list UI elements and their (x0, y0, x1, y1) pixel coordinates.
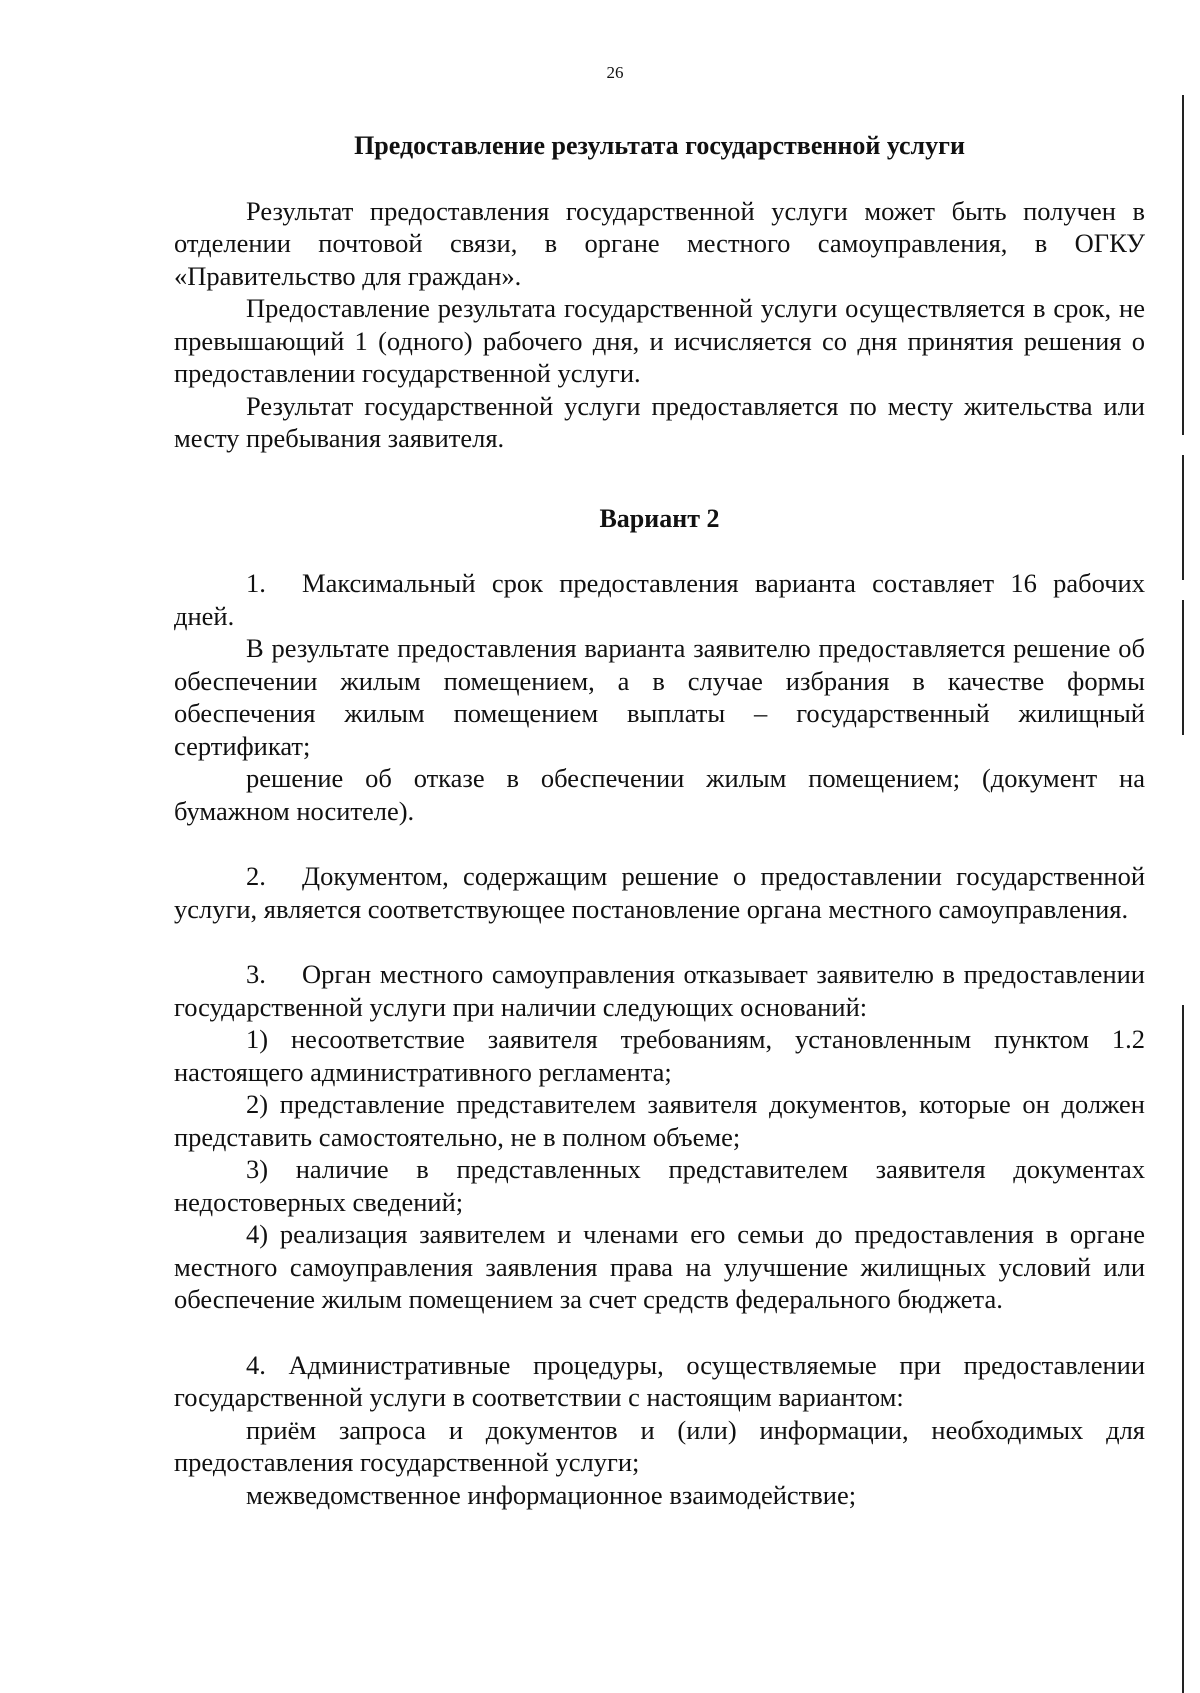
paragraph: 2) представление представителем заявителя документов, которые он должен представить самостоятельно, не в полном объеме; (174, 1089, 1145, 1152)
document-body (174, 130, 1145, 1511)
item-text: Максимальный срок предоставления варианта составляет 16 рабочих дней. (174, 568, 1145, 631)
paragraph: 4) реализация заявителем и членами его семьи до предоставления в органе местного самоуправления заявления права на улучшение жилищных условий или обеспечение жилым помещением за счет средств федерального бюджета. (174, 1219, 1145, 1314)
paragraph: Предоставление результата государственной услуги осуществляется в срок, не превышающий 1 (одного) рабочего дня, и исчисляется со дня принятия решения о предоставлении государственной услуги. (174, 293, 1145, 388)
item-number: 3. (246, 959, 266, 989)
section-heading: Предоставление результата государственной услуги (354, 131, 965, 160)
margin-line (1182, 95, 1184, 435)
paragraph: Результат государственной услуги предоставляется по месту жительства или месту пребывания заявителя. (174, 390, 1145, 453)
item-text: Документом, содержащим решение о предоставлении государственной услуги, является соответствующее постановление органа местного самоуправления. (174, 861, 1145, 924)
paragraph: 1) несоответствие заявителя требованиям, установленным пунктом 1.2 настоящего административного регламента; (174, 1024, 1145, 1087)
list-item (174, 860, 1145, 925)
margin-line (1182, 455, 1184, 580)
item-text: Орган местного самоуправления отказывает заявителю в предоставлении государственной услуги при наличии следующих оснований: (174, 959, 1145, 1022)
list-item (174, 567, 1145, 632)
paragraph: межведомственное информационное взаимодействие; (246, 1479, 857, 1510)
item-number: 1. (246, 568, 266, 598)
paragraph: В результате предоставления варианта заявителю предоставляется решение об обеспечении жилым помещением, а в случае избрания в качестве формы обеспечения жилым помещением выплаты – государственный жилищный сертификат; (174, 633, 1145, 761)
paragraph: решение об отказе в обеспечении жилым помещением; (документ на бумажном носителе). (174, 763, 1145, 826)
paragraph: приём запроса и документов и (или) информации, необходимых для предоставления государственной услуги; (174, 1414, 1145, 1477)
margin-line (1182, 600, 1184, 735)
item-number: 2. (246, 861, 266, 891)
list-item (174, 958, 1145, 1023)
paragraph: Результат предоставления государственной услуги может быть получен в отделении почтовой связи, в органе местного самоуправления, в ОГКУ «Правительство для граждан». (174, 195, 1145, 291)
margin-line (1182, 1005, 1184, 1693)
variant-heading: Вариант 2 (599, 503, 720, 533)
list-item: 4. Административные процедуры, осуществляемые при предоставлении государственной услуги в соответствии с настоящим вариантом: (174, 1349, 1145, 1412)
page-number: 26 (606, 63, 624, 82)
paragraph: 3) наличие в представленных представителем заявителя документах недостоверных сведений; (174, 1154, 1145, 1217)
